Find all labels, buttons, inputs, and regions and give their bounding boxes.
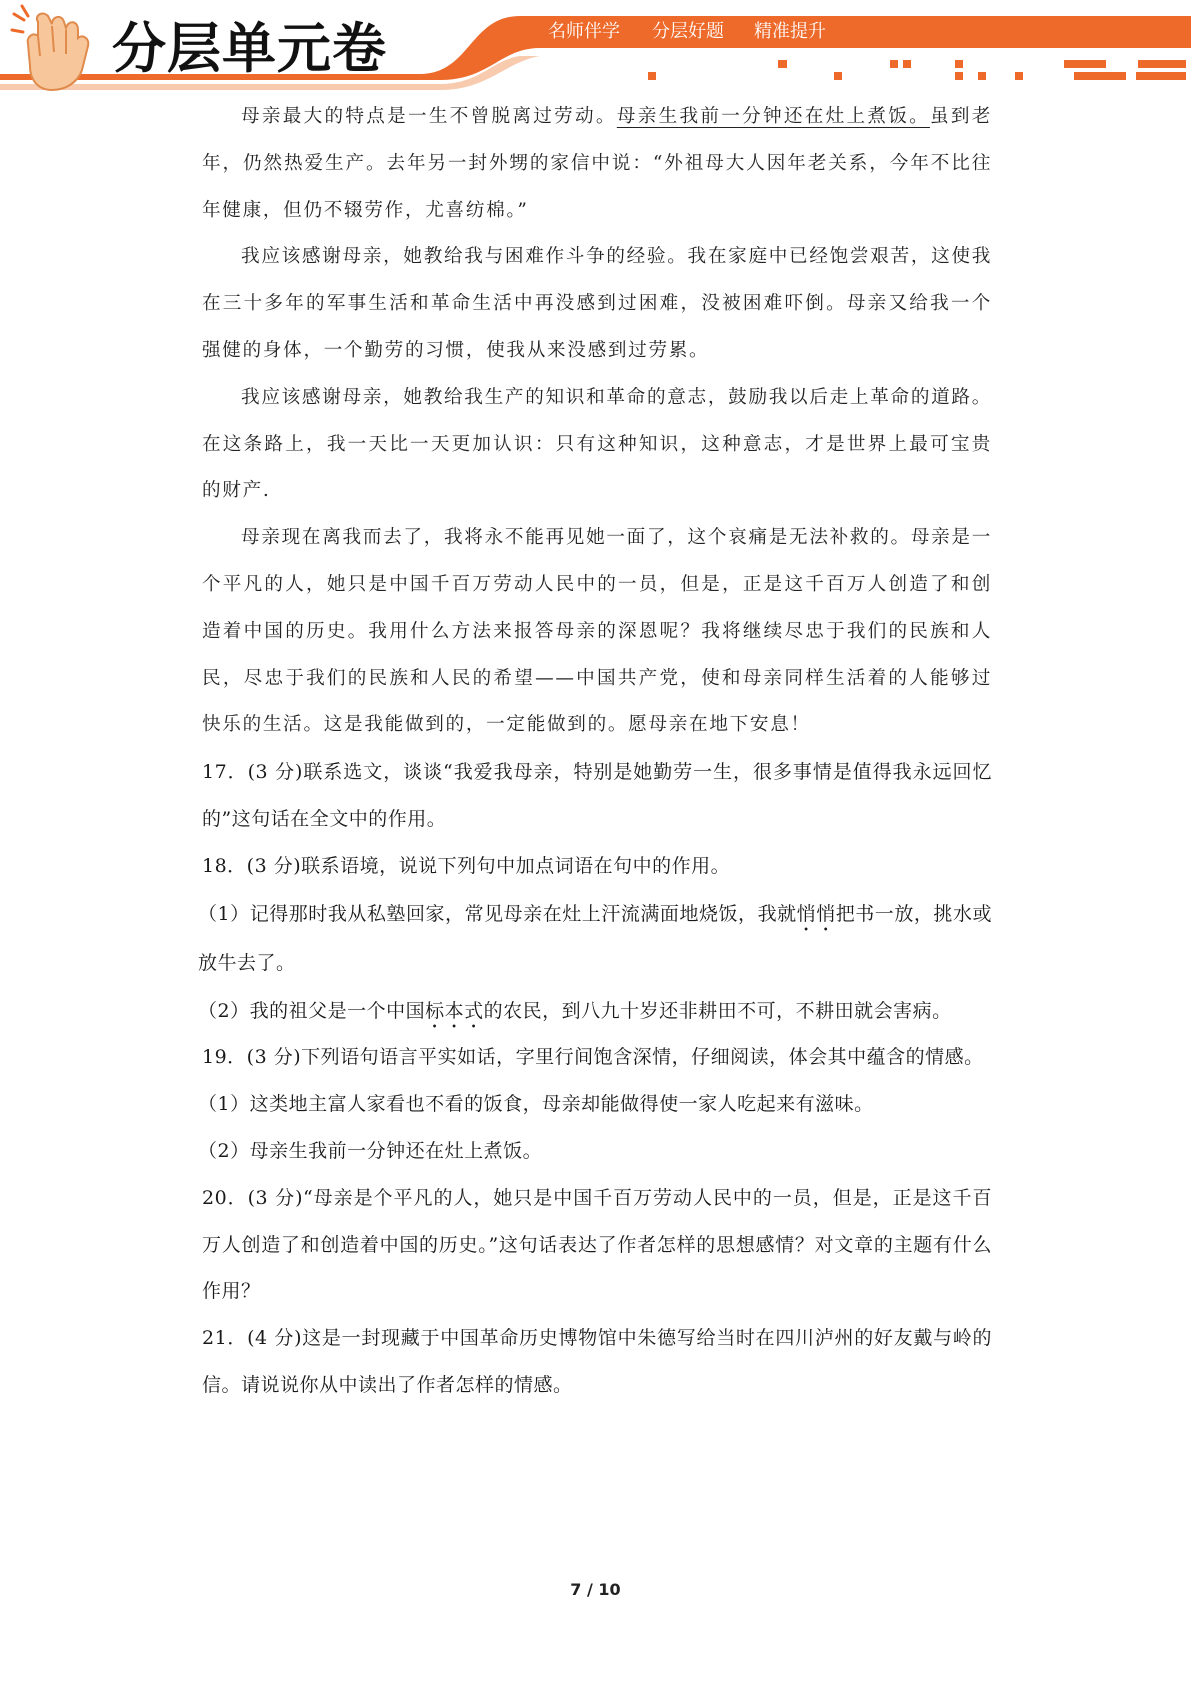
passage-paragraph-2: 我应该感谢母亲，她教给我与困难作斗争的经验。我在家庭中已经饱尝艰苦，这使我在三十多年的军事生活和革命生活中再没感到过困难，没被困难吓倒。母亲又给我一个强健的身体，一个勤劳的习惯，使我从来没感到过劳累。 [202,246,992,361]
underlined-sentence: 母亲生我前一分钟还在灶上煮饭。 [616,106,930,127]
question-20: 20．(3 分)“母亲是个平凡的人，她只是中国千百万劳动人民中的一员，但是，正是这千百万人创造了和创造着中国的历史。”这句话表达了作者怎样的思想感情？对文章的主题有什么作用？ [202,1186,992,1303]
question-19-item-2: （2）母亲生我前一分钟还在灶上煮饭。 [198,1139,543,1162]
brand-title: 分层单元卷 [112,17,387,80]
passage-paragraph-4: 母亲现在离我而去了，我将永不能再见她一面了，这个哀痛是无法补救的。母亲是一个平凡的人，她只是中国千百万劳动人民中的一员，但是，正是这千百万人创造了和创造着中国的历史。我用什么方法来报答母亲的深恩呢？我将继续尽忠于我们的民族和人民，尽忠于我们的民族和人民的希望——中国共产党，使和母亲同样生活着的人能够过快乐的生活。这是我能做到的，一定能做到的。愿母亲在地下安息！ [202,527,992,736]
dotted-word: 悄悄 [796,902,836,925]
question-text: （2）我的祖父是一个中国 [198,999,426,1022]
slogan-improve: 精准提升 [754,21,826,42]
reading-passage [202,94,992,749]
question-21: 21．(4 分)这是一封现藏于中国革命历史博物馆中朱德写给当时在四川泸州的好友戴与岭的信。请说说你从中读出了作者怎样的情感。 [202,1327,992,1396]
question-19-item-1: （1）这类地主富人家看也不看的饭食，母亲却能做得使一家人吃起来有滋味。 [198,1093,874,1116]
question-18-item-1 [198,890,992,988]
question-18-item-2 [198,988,992,1035]
page-content [198,94,992,1409]
passage-paragraph-1 [202,94,992,234]
page-number: 7 / 10 [570,1580,621,1599]
slogan-questions: 分层好题 [652,21,724,42]
question-text: 的农民，到八九十岁还非耕田不可，不耕田就会害病。 [483,999,952,1022]
question-19: 19．(3 分)下列语句语言平实如话，字里行间饱含深情，仔细阅读，体会其中蕴含的情感。 [202,1046,984,1069]
question-17: 17．(3 分)联系选文，谈谈“我爱我母亲，特别是她勤劳一生，很多事情是值得我永远回忆的”这句话在全文中的作用。 [202,761,992,830]
question-text: 把书一放，挑水或放牛去了。 [198,902,992,974]
question-text: （1）记得那时我从私塾回家，常见母亲在灶上汗流满面地烧饭，我就 [198,902,797,925]
fist-logo-icon [8,4,100,98]
passage-paragraph-3: 我应该感谢母亲，她教给我生产的知识和革命的意志，鼓励我以后走上革命的道路。在这条路上，我一天比一天更加认识：只有这种知识，这种意志，才是世界上最可宝贵的财产. [202,386,992,502]
passage-text: 虽到老年，仍然热爱生产。去年另一封外甥的家信中说：“外祖母大人因年老关系，今年不比往年健康，但仍不辍劳作，尤喜纺棉。” [202,106,992,221]
slogan-teacher: 名师伴学 [548,21,620,42]
passage-text: 母亲最大的特点是一生不曾脱离过劳动。 [241,106,617,127]
dotted-word: 标本式 [425,999,484,1022]
question-18: 18．(3 分)联系语境，说说下列句中加点词语在句中的作用。 [202,854,731,877]
